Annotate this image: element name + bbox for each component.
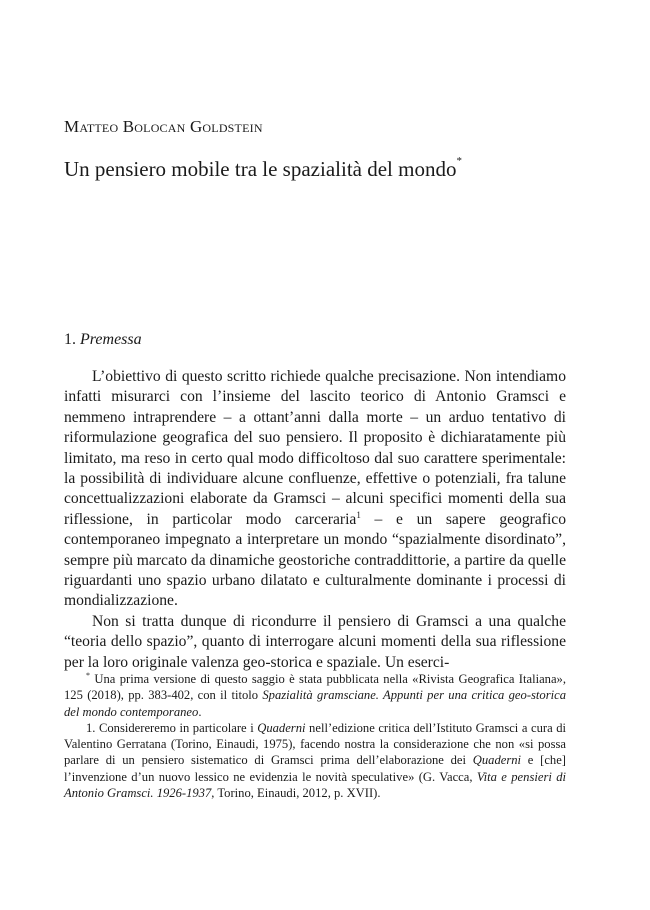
footnote-star bbox=[64, 671, 566, 720]
footnotes bbox=[64, 671, 566, 801]
author-name: Matteo Bolocan Goldstein bbox=[64, 117, 263, 136]
footnote-1-text2: nell’edizione critica dell’Istituto Gramsci a cura di Valentino Gerratana (Torino, Einaudi, 1975), facendo nostra la considerazione che non «si possa parlare di un pensiero sistematico di Gramsci prima dell’elaborazione dei bbox=[64, 720, 566, 768]
footnote-star-text1: Una prima versione di questo saggio è stata pubblicata nella «Rivista Geografica Italiana», 125 (2018), pp. 383-402, con il titolo bbox=[64, 672, 566, 703]
footnote-star-cited-title: Spazialità gramsciane. Appunti per una critica geo-storica del mondo contemporaneo bbox=[64, 688, 566, 719]
section-number: 1. bbox=[64, 331, 80, 348]
footnote-1-italic1: Quaderni bbox=[257, 720, 306, 735]
footnote-1-text3: e [che] l’invenzione d’un nuovo lessico ne evidenzia le novità speculative» (G. Vacca, bbox=[64, 753, 566, 784]
footnote-1-text1: 1. Considereremo in particolare i bbox=[86, 720, 258, 735]
article-title bbox=[64, 157, 462, 182]
footnote-1-italic3: Vita e pensieri di Antonio Gramsci. 1926-1937 bbox=[64, 769, 566, 801]
section-title: Premessa bbox=[80, 331, 142, 348]
footnote-star-text2: . bbox=[198, 704, 202, 719]
paragraph-1-part2: – e un sapere geografico contemporaneo impegnato a interpretare un mondo “spazialmente disordinato”, sempre più marcato da dinamiche geostoriche contraddittorie, a partire da quelle riguardanti uno spazio urbano dilatato e culturalmente dominante i processi di mondializzazione. bbox=[64, 510, 567, 610]
body-text bbox=[64, 367, 566, 673]
paragraph-2: Non si tratta dunque di ricondurre il pensiero di Gramsci a una qualche “teoria dello spazio”, quanto di interrogare alcuni momenti della sua riflessione per la loro originale valenza geo-storica e spaziale. Un eserci- bbox=[64, 612, 566, 671]
title-footnote-mark[interactable]: * bbox=[456, 155, 462, 167]
footnote-1-italic2: Quaderni bbox=[472, 753, 522, 768]
paragraph-1-part1: L’obiettivo di questo scritto richiede qualche precisazione. Non intendiamo infatti misurarci con l’insieme del lascito teorico di Antonio Gramsci e nemmeno intraprendere – a ottant’anni dalla morte – un arduo tentativo di riformulazione geografica del suo pensiero. Il proposito è dichiaratamente più limitato, ma reso in certo qual modo difficoltoso dal suo carattere sperimentale: la possibilità di individuare alcune confluenze, effettive o potenziali, fra talune concettualizzazioni elaborate da Gramsci – alcuni specifici momenti della sua riflessione, in particolar modo carceraria bbox=[64, 368, 566, 528]
footnote-ref-1[interactable]: 1 bbox=[356, 509, 361, 520]
paragraph-1 bbox=[64, 367, 566, 612]
article-title-text: Un pensiero mobile tra le spazialità del mondo bbox=[64, 157, 457, 181]
footnote-1 bbox=[64, 720, 566, 801]
section-heading bbox=[64, 331, 142, 349]
footnote-1-text4: , Torino, Einaudi, 2012, p. XVII). bbox=[211, 786, 381, 801]
footnote-star-mark: * bbox=[86, 670, 90, 680]
